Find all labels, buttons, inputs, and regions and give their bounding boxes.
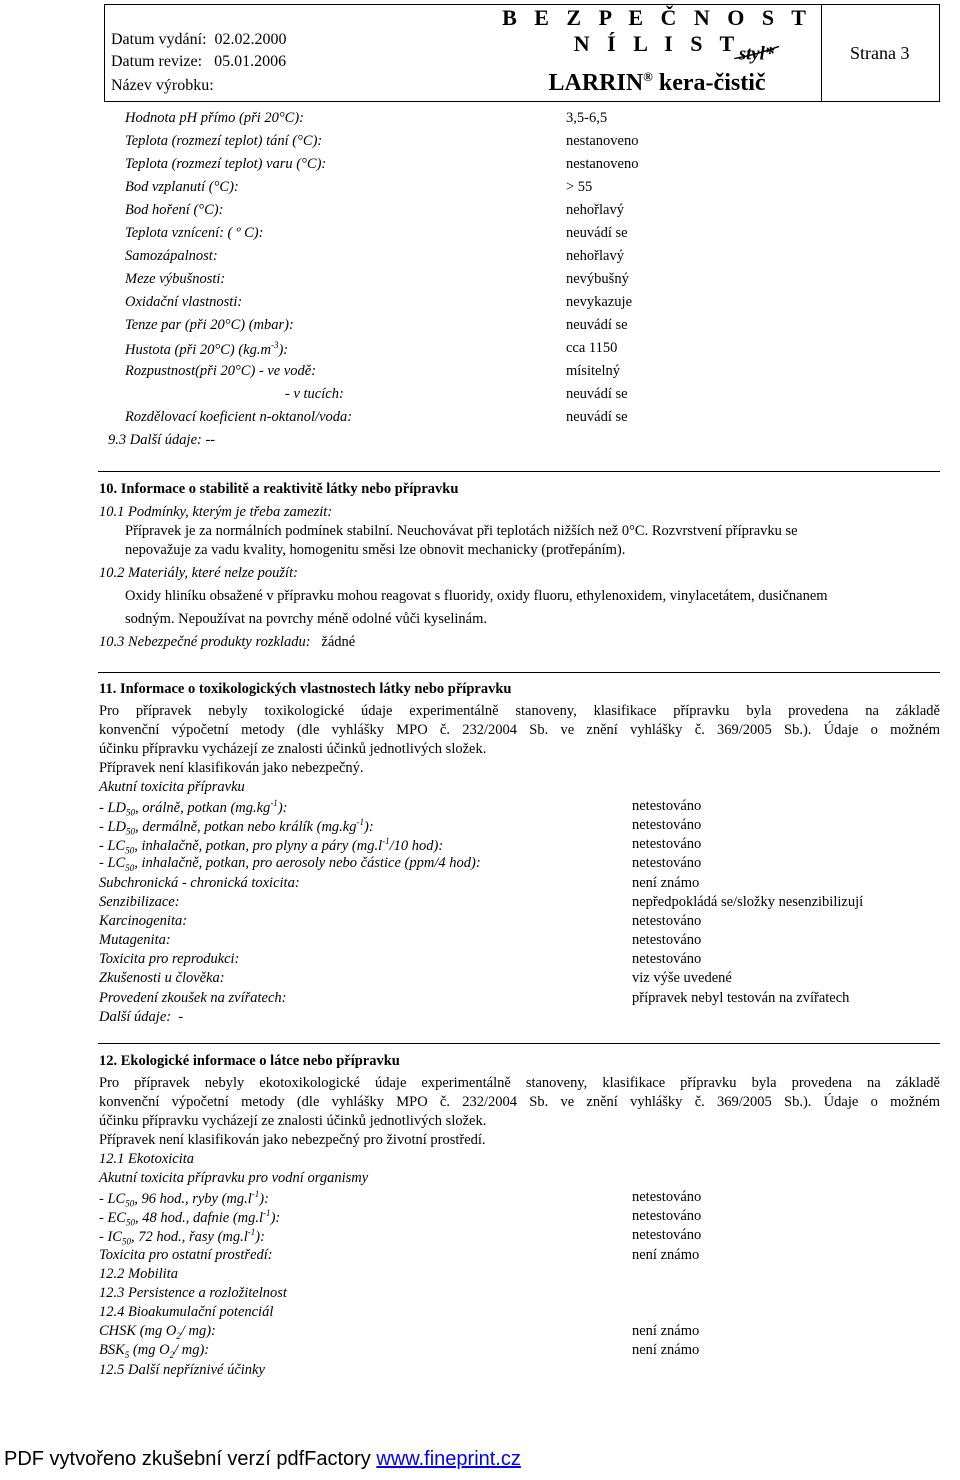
section-10-2-text: sodným. Nepoužívat na povrchy méně odolné vůči kyselinám.	[125, 611, 488, 627]
tox-row-value: viz výše uvedené	[632, 970, 732, 986]
section-10-2-heading: 10.2 Materiály, které nelze použít:	[99, 565, 298, 581]
prop-label: Bod hoření (°C):	[125, 202, 224, 218]
prop-label: Teplota (rozmezí teplot) varu (°C):	[125, 156, 327, 172]
document-title: B E Z P E Č N O S T N Í L I S T	[502, 5, 812, 56]
styl-logo	[737, 29, 821, 77]
issue-date-label: Datum vydání:	[111, 31, 207, 48]
tox-row-label: Subchronická - chronická toxicita:	[99, 875, 300, 891]
prop-value: > 55	[566, 179, 593, 195]
prop-value: mísitelný	[566, 363, 620, 379]
prop-label: Samozápalnost:	[125, 248, 218, 264]
prop-value: nehořlavý	[566, 248, 624, 264]
section-10-3-line	[99, 634, 355, 651]
eco-row-value: netestováno	[632, 1189, 702, 1205]
prop-value: nevykazuje	[566, 294, 633, 310]
acute-toxicity-heading: Akutní toxicita přípravku	[99, 779, 245, 795]
prop-label: Bod vzplanutí (°C):	[125, 179, 239, 195]
section-10-3-heading: 10.3 Nebezpečné produkty rozkladu:	[99, 634, 311, 650]
section-12-heading: 12. Ekologické informace o látce nebo přípravku	[99, 1053, 400, 1069]
tox-row-label: Toxicita pro reprodukci:	[99, 951, 240, 967]
tox-row-value: netestováno	[632, 913, 702, 929]
tox-row-value: netestováno	[632, 951, 702, 967]
section-12-1-heading: 12.1 Ekotoxicita	[99, 1151, 195, 1167]
tox-row-value: netestováno	[632, 817, 702, 833]
section-11-heading: 11. Informace o toxikologických vlastnostech látky nebo přípravku	[99, 681, 512, 697]
prop-value: 3,5-6,5	[566, 110, 608, 126]
section-12-paragraph: Přípravek není klasifikován jako nebezpečný pro životní prostředí.	[99, 1132, 486, 1148]
prop-value: nestanoveno	[566, 133, 639, 149]
section-10-1-text: Přípravek je za normálních podmínek stabilní. Neuchovávat při teplotách nižších než 0°C. Rozvrstvení přípravku se	[125, 523, 798, 539]
tox-row-value: netestováno	[632, 798, 702, 814]
tox-row-label: Karcinogenita:	[99, 913, 188, 929]
tox-row-value: není známo	[632, 875, 700, 891]
section-12-2-heading: 12.2 Mobilita	[99, 1266, 178, 1282]
prop-label: Hodnota pH přímo (při 20°C):	[125, 110, 304, 126]
section-11-paragraph: Pro přípravek nebyly toxikologické údaje experimentálně stanoveny, klasifikace přípravku byla provedena na základě	[99, 703, 940, 719]
prop-value: neuvádí se	[566, 409, 628, 425]
footer-text: PDF vytvořeno zkušební verzí pdfFactory	[4, 1448, 377, 1470]
chsk-label: CHSK (mg $O_2/$ mg):	[99, 1323, 216, 1341]
section-divider	[98, 672, 940, 673]
prop-label: Teplota vznícení: ( º C):	[125, 225, 264, 241]
revision-date-value: 05.01.2006	[214, 53, 287, 70]
page-number: Strana 3	[850, 43, 910, 63]
prop-label: Tenze par (při 20°C) (mbar):	[125, 317, 294, 333]
tox-other-line	[99, 1009, 183, 1026]
prop-value: cca 1150	[566, 340, 618, 356]
page-number-box	[821, 5, 940, 101]
tox-row-value: netestováno	[632, 855, 702, 871]
tox-row-label: - $LC_{50}$, inhalačně, potkan, pro plyny a páry ($mg.l^{-1}/10$ hod):	[99, 836, 444, 856]
bsk-label: $BSK_5$ (mg $O_2/$ mg):	[99, 1342, 210, 1360]
section-10-1-text: nepovažuje za vadu kvality, homogenitu směsi lze obnovit mechanicky (protřepáním).	[125, 542, 626, 558]
prop-label: Oxidační vlastnosti:	[125, 294, 243, 310]
prop-label: Teplota (rozmezí teplot) tání (°C):	[125, 133, 323, 149]
tox-row-value: netestováno	[632, 836, 702, 852]
prop-label: Rozpustnost(při 20°C) - ve vodě:	[125, 363, 317, 379]
prop-value: neuvádí se	[566, 317, 628, 333]
tox-row-value: nepředpokládá se/složky nesenzibilizují	[632, 894, 864, 910]
section-10-2-text: Oxidy hliníku obsažené v přípravku mohou reagovat s fluoridy, oxidy fluoru, ethylenoxidem, vinylacetátem, dusičnanem	[125, 588, 828, 604]
product-suffix: kera-čistič	[658, 70, 766, 96]
prop-label-density	[125, 340, 288, 359]
bsk-value: není známo	[632, 1342, 700, 1358]
tox-row-label: - $LD_{50}$, dermálně, potkan nebo králík $(mg.kg^{-1})$:	[99, 817, 374, 837]
section-12-paragraph: účinku přípravku vycházejí ze znalosti účinků jednotlivých složek.	[99, 1113, 487, 1129]
section-divider	[98, 1043, 940, 1044]
density-label: Hustota (při 20°C) (kg.m	[125, 341, 271, 358]
revision-date-label: Datum revize:	[111, 53, 203, 70]
issue-date-value: 02.02.2000	[214, 31, 287, 48]
issue-date-line	[111, 31, 287, 49]
eco-row-value: netestováno	[632, 1227, 702, 1243]
tox-row-label: Provedení zkoušek na zvířatech:	[99, 990, 287, 1006]
product-name-label: Název výrobku:	[111, 77, 214, 94]
section-12-paragraph: konvenční výpočetní metody (dle vyhlášky MPO č. 232/2004 Sb. ve znění vyhlášky č. 369/2005 Sb.). Údaje o možném	[99, 1094, 940, 1110]
section-divider	[98, 471, 940, 472]
prop-value: nestanoveno	[566, 156, 639, 172]
prop-value: neuvádí se	[566, 225, 628, 241]
section-10-heading: 10. Informace o stabilitě a reaktivitě látky nebo přípravku	[99, 481, 459, 497]
section-11-paragraph: Přípravek není klasifikován jako nebezpečný.	[99, 760, 364, 776]
logo-text: styl*	[738, 43, 775, 65]
prop-value: nehořlavý	[566, 202, 624, 218]
eco-row-label: - $IC_{50}$, 72 hod., řasy $(mg.l^{-1})$:	[99, 1227, 265, 1247]
tox-row-value: přípravek nebyl testován na zvířatech	[632, 990, 850, 1006]
product-brand: LARRIN	[548, 70, 644, 96]
pdf-footer	[4, 1448, 521, 1471]
section-12-4-heading: 12.4 Bioakumulační potenciál	[99, 1304, 274, 1320]
prop-label: - v tucích:	[285, 386, 344, 402]
tox-row-label: Mutagenita:	[99, 932, 171, 948]
eco-other-value: není známo	[632, 1247, 700, 1263]
document-header	[104, 4, 940, 102]
revision-date-line	[111, 53, 286, 71]
section-9-3: 9.3 Další údaje: --	[108, 432, 216, 448]
eco-other-label: Toxicita pro ostatní prostředí:	[99, 1247, 273, 1263]
aquatic-toxicity-heading: Akutní toxicita přípravku pro vodní organismy	[99, 1170, 369, 1186]
eco-row-label: - $LC_{50}$, 96 hod., ryby $(mg.l^{-1})$:	[99, 1189, 269, 1209]
section-11-paragraph: účinku přípravku vycházejí ze znalosti účinků jednotlivých složek.	[99, 741, 487, 757]
tox-row-value: netestováno	[632, 932, 702, 948]
tox-other-label: Další údaje:	[99, 1009, 172, 1025]
tox-row-label: - $LD_{50}$, orálně, potkan $(mg.kg^{-1})$:	[99, 798, 288, 818]
tox-other-value: -	[178, 1009, 184, 1025]
section-12-paragraph: Pro přípravek nebyly ekotoxikologické údaje experimentálně stanoveny, klasifikace přípravku byla provedena na základě	[99, 1075, 940, 1091]
section-12-3-heading: 12.3 Persistence a rozložitelnost	[99, 1285, 287, 1301]
eco-row-value: netestováno	[632, 1208, 702, 1224]
chsk-value: není známo	[632, 1323, 700, 1339]
header-dates	[105, 5, 485, 101]
prop-value: neuvádí se	[566, 386, 628, 402]
density-sup: -3	[270, 340, 279, 350]
tox-row-label: Zkušenosti u člověka:	[99, 970, 225, 986]
registered-mark: ®	[643, 69, 653, 84]
density-close: ):	[278, 341, 289, 358]
prop-value: nevýbušný	[566, 271, 629, 287]
prop-label: Meze výbušnosti:	[125, 271, 226, 287]
footer-link[interactable]: www.fineprint.cz	[376, 1448, 521, 1470]
section-12-5-heading: 12.5 Další nepříznivé účinky	[99, 1362, 265, 1378]
eco-row-label: - $EC_{50}$, 48 hod., dafnie $(mg.l^{-1})$:	[99, 1208, 281, 1228]
section-10-1-heading: 10.1 Podmínky, kterým je třeba zamezit:	[99, 504, 333, 520]
tox-row-label: Senzibilizace:	[99, 894, 180, 910]
prop-label: Rozdělovací koeficient n-oktanol/voda:	[125, 409, 353, 425]
section-10-3-value: žádné	[321, 634, 356, 650]
section-11-paragraph: konvenční výpočetní metody (dle vyhlášky MPO č. 232/2004 Sb. ve znění vyhlášky č. 369/2005 Sb.). Údaje o možném	[99, 722, 940, 738]
tox-row-label: - $LC_{50}$, inhalačně, potkan, pro aerosoly nebo částice (ppm/4 hod):	[99, 855, 481, 873]
